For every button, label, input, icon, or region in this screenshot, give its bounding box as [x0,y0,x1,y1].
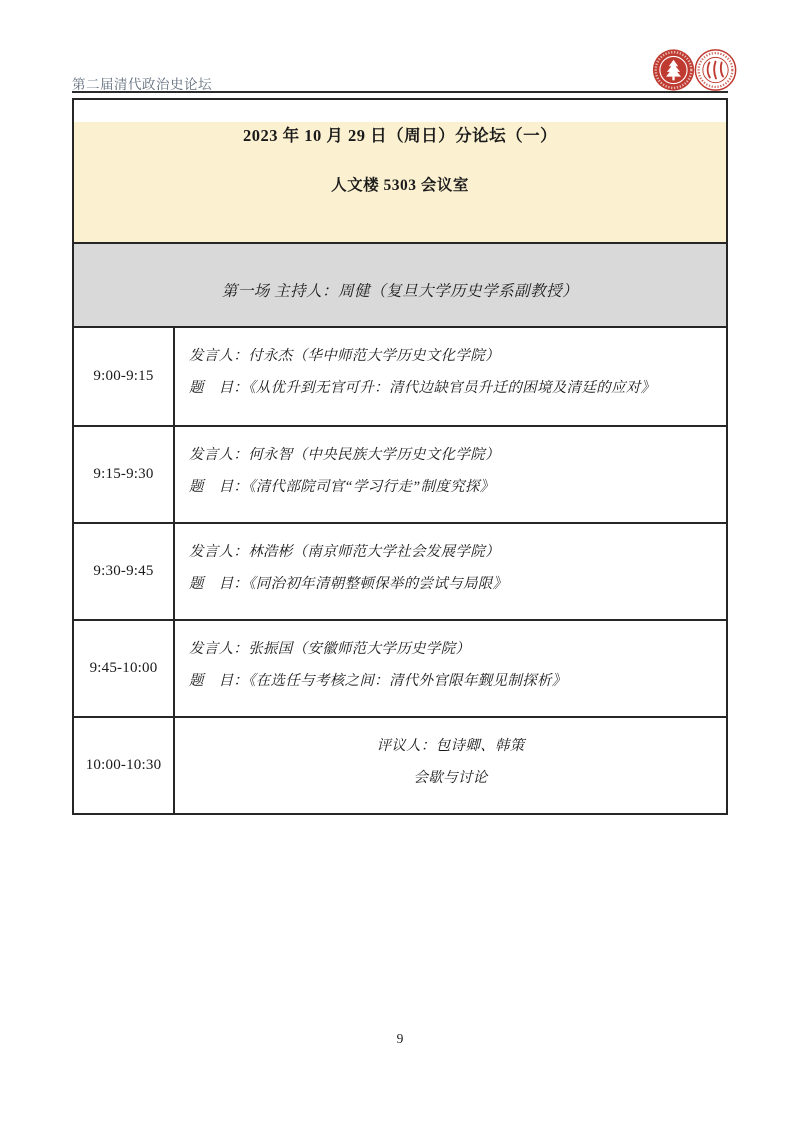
speaker-line: 发言人：付永杰（华中师范大学历史文化学院） [189,348,500,364]
topic-line: 题 目：《同治初年清朝整顿保举的尝试与局限》 [189,576,508,592]
schedule-row [74,716,726,813]
talk-cell [175,328,726,425]
schedule-table [72,326,728,815]
schedule-row [74,425,726,522]
schedule-row [74,619,726,716]
history-college-seal-icon [693,47,738,93]
session-banner [72,98,728,338]
time-cell: 9:00-9:15 [74,328,175,425]
session-venue: 人文楼 5303 会议室 [331,177,469,194]
session-banner-header [74,122,726,242]
schedule-row [74,328,726,425]
running-header: 第二届清代政治史论坛 [72,77,212,92]
time-cell: 9:45-10:00 [74,621,175,716]
discussion-cell [175,718,726,813]
session-date: 2023 年 10 月 29 日（周日）分论坛（一） [242,126,558,145]
ccnu-university-seal-icon [651,47,696,93]
speaker-line: 发言人：张振国（安徽师范大学历史学院） [189,641,471,657]
talk-cell [175,621,726,716]
page-number: 9 [396,1031,404,1046]
time-cell: 10:00-10:30 [74,718,175,813]
topic-line: 题 目：《清代部院司官“学习行走”制度究探》 [189,479,495,495]
topic-line: 题 目：《从优升到无官可升：清代边缺官员升迁的困境及清廷的应对》 [189,380,656,396]
schedule-row [74,522,726,619]
header-rule [72,91,728,93]
logo-group [651,47,738,93]
time-cell: 9:15-9:30 [74,427,175,522]
speaker-line: 发言人：林浩彬（南京师范大学社会发展学院） [189,544,500,560]
speaker-line: 发言人：何永智（中央民族大学历史文化学院） [189,447,500,463]
session-chair: 第一场 主持人：周健（复旦大学历史学系副教授） [221,283,579,300]
talk-cell [175,524,726,619]
topic-line: 题 目：《在选任与考核之间：清代外官限年觐见制探析》 [189,673,567,689]
discussant-line: 评议人：包诗卿、韩策 [376,738,525,754]
time-cell: 9:30-9:45 [74,524,175,619]
break-line: 会歇与讨论 [413,770,488,786]
talk-cell [175,427,726,522]
session-chair-band [74,242,726,336]
